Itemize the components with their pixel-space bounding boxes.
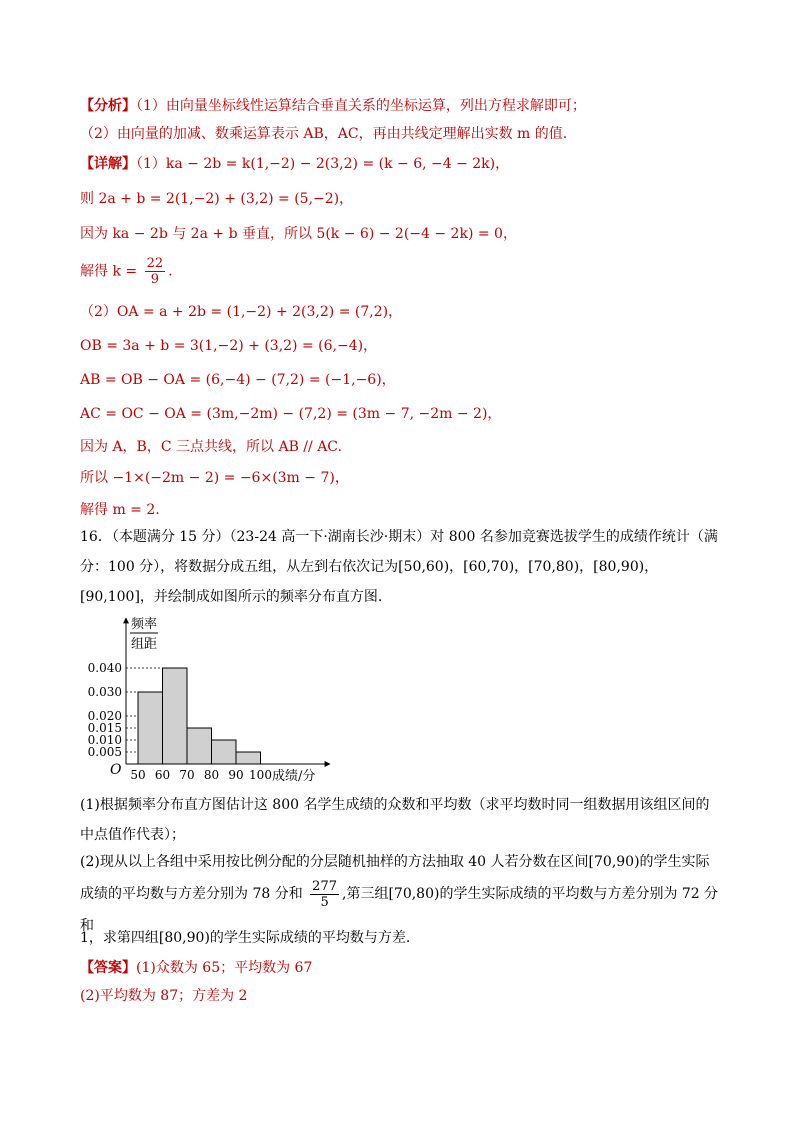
histogram-bar xyxy=(212,740,237,764)
histogram-bar xyxy=(236,752,261,764)
x-tick-label: 70 xyxy=(179,768,195,782)
analysis-line-1 xyxy=(80,96,586,116)
answer-line-1 xyxy=(80,958,312,978)
answer-line-2: (2)平均数为 87；方差为 2 xyxy=(80,988,248,1004)
y-tick-label: 0.030 xyxy=(87,685,122,699)
analysis-tag: 【分析】 xyxy=(80,98,136,114)
detail-line-1 xyxy=(80,154,509,174)
x-tick-label: 80 xyxy=(203,768,220,782)
q2-text-1: (2)现从以上各组中采用按比例分配的分层随机抽样的方法抽取 40 人若分数在区间[70,90)的学生实际成绩的平均数与方差分别为 78 分和 xyxy=(80,854,710,902)
frequency-histogram xyxy=(76,612,336,788)
frac-den: 5 xyxy=(320,894,329,910)
frac-num: 22 xyxy=(146,256,164,271)
detail-line-9: 因为 A，B，C 三点共线，所以 AB // AC. xyxy=(80,439,342,455)
x-tick-label: 60 xyxy=(154,768,171,782)
y-tick-label: 0.005 xyxy=(87,745,122,759)
detail-line-4 xyxy=(80,256,173,287)
detail-line-8: AC = OC − OA = (3m,−2m) − (7,2) = (3m − 7, −2m − 2)， xyxy=(80,406,502,422)
detail-line-11: 解得 m = 2. xyxy=(80,502,160,518)
detail-line-5: （2）OA = a + 2b = (1,−2) + 2(3,2) = (7,2)， xyxy=(80,304,403,320)
histogram-bar xyxy=(187,728,212,764)
detail-4-suffix: . xyxy=(168,263,173,280)
x-tick-label: 100 xyxy=(249,768,272,782)
detail-line-2: 则 2a + b = 2(1,−2) + (3,2) = (5,−2)， xyxy=(80,191,354,207)
detail-line-3: 因为 ka − 2b 与 2a + b 垂直，所以 5(k − 6) − 2(−4 − 2k) = 0， xyxy=(80,226,517,242)
q2-text-2: ,第三组[70,80)的学生实际成绩的平均数与方差分别为 72 分和 xyxy=(80,886,719,934)
y-tick-label: 0.040 xyxy=(87,661,122,675)
fraction-22-9 xyxy=(145,256,166,287)
question-1: (1)根据频率分布直方图估计这 800 名学生成绩的众数和平均数（求平均数时同一组数据用该组区间的中点值作代表）； xyxy=(80,797,710,843)
x-tick-label: 90 xyxy=(228,768,244,782)
x-label: 成绩/分 xyxy=(272,769,316,784)
y-tick-label: 0.010 xyxy=(87,733,122,747)
question-2-line-3: 1，求第四组[80,90)的学生实际成绩的平均数与方差. xyxy=(80,930,411,946)
detail-4-prefix: 解得 k = xyxy=(80,263,138,280)
analysis-line-2: （2）由向量的加减、数乘运算表示 AB，AC，再由共线定理解出实数 m 的值. xyxy=(80,126,568,142)
frac-num: 277 xyxy=(312,878,337,894)
detail-line-6: OB = 3a + b = 3(1,−2) + (3,2) = (6,−4)， xyxy=(80,338,378,354)
x-tick-label: 50 xyxy=(130,768,146,782)
answer-text-1: (1)众数为 65；平均数为 67 xyxy=(136,960,313,976)
frac-den: 9 xyxy=(150,272,159,287)
histogram-bar xyxy=(163,668,188,764)
y-tick-label: 0.020 xyxy=(87,709,122,723)
histogram-bar xyxy=(138,692,163,764)
detail-tag: 【详解】 xyxy=(80,156,136,172)
detail-text-1: （1）ka − 2b = k(1,−2) − 2(3,2) = (k − 6, −4 − 2k)， xyxy=(136,156,510,172)
detail-line-10: 所以 −1×(−2m − 2) = −6×(3m − 7)， xyxy=(80,470,349,486)
y-tick-label: 0.015 xyxy=(87,721,122,735)
problem-16-stem: 16．（本题满分 15 分）（23-24 高一下·湖南长沙·期末）对 800 名参加竞赛选拔学生的成绩作统计（满分：100 分），将数据分成五组，从左到右依次记为[50,60)，[60,70)，[70,80)，[80,90)，[90,100]，并绘制成如图所示的频率分布直方图. xyxy=(80,529,718,605)
y-label-top: 频率 xyxy=(130,617,158,632)
analysis-text-1: （1）由向量坐标线性运算结合垂直关系的坐标运算，列出方程求解即可； xyxy=(136,98,586,114)
origin-label: O xyxy=(110,762,122,778)
y-label-bottom: 组距 xyxy=(130,637,158,652)
answer-tag: 【答案】 xyxy=(80,960,136,976)
detail-line-7: AB = OB − OA = (6,−4) − (7,2) = (−1,−6)， xyxy=(80,372,396,388)
fraction-277-5 xyxy=(310,879,339,910)
